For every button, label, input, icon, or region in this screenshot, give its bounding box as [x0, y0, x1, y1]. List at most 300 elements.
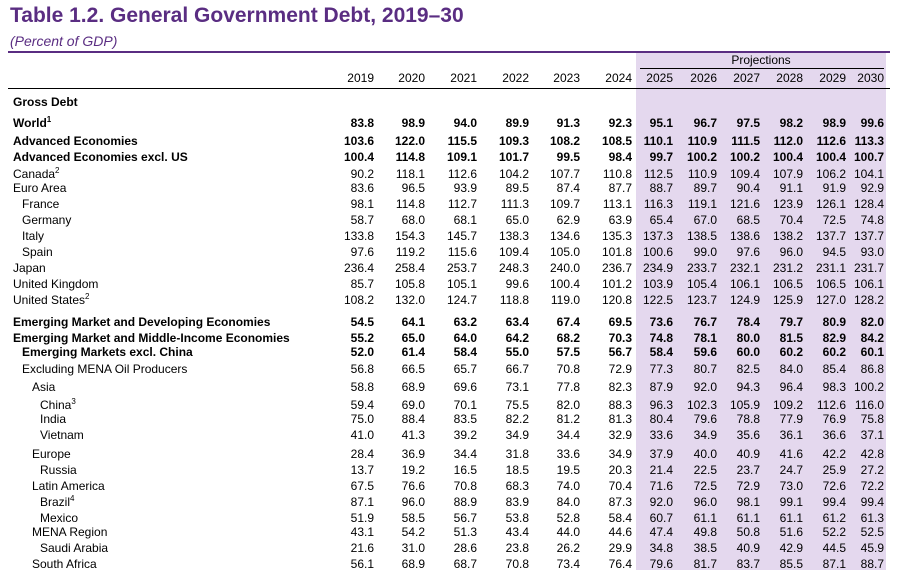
cell-2020: 118.1 [395, 167, 425, 181]
cell-2028: 98.2 [779, 116, 803, 130]
cell-2019: 98.1 [350, 197, 374, 211]
row-label-text: MENA Region [32, 525, 108, 539]
cell-2027: 83.7 [736, 557, 760, 571]
cell-2024: 113.1 [602, 197, 632, 211]
cell-2025: 88.7 [649, 181, 673, 195]
year-header-2026: 2026 [690, 71, 717, 85]
cell-2023: 119.0 [550, 293, 580, 307]
row-label [22, 212, 71, 228]
cell-2030: 45.9 [860, 541, 884, 555]
cell-2028: 125.9 [772, 293, 803, 307]
row-label [22, 228, 44, 244]
cell-2019: 103.6 [343, 134, 374, 148]
cell-2030: 86.8 [860, 362, 884, 376]
cell-2025: 74.8 [649, 331, 673, 345]
cell-2028: 79.7 [779, 315, 803, 329]
cell-2021: 63.2 [453, 315, 477, 329]
cell-2023: 52.8 [556, 511, 580, 525]
row-label [13, 180, 66, 196]
cell-2030: 75.8 [860, 412, 884, 426]
cell-2028: 24.7 [779, 463, 803, 477]
cell-2025: 60.7 [649, 511, 673, 525]
cell-2021: 88.9 [453, 495, 477, 509]
table-row-emerging-markets-excl-china [0, 344, 898, 360]
cell-2028: 60.2 [779, 345, 803, 359]
cell-2019: 108.2 [343, 293, 374, 307]
cell-2028: 51.6 [779, 525, 803, 539]
cell-2029: 106.2 [815, 167, 846, 181]
row-label [22, 344, 193, 360]
cell-2025: 87.9 [649, 380, 673, 394]
cell-2020: 258.4 [394, 261, 425, 275]
row-label-text: United Kingdom [13, 277, 99, 291]
table-row-united-states [0, 292, 898, 308]
cell-2020: 98.9 [401, 116, 425, 130]
cell-2019: 56.8 [350, 362, 374, 376]
year-header-2025: 2025 [646, 71, 673, 85]
cell-2025: 100.6 [642, 245, 673, 259]
year-header-2027: 2027 [733, 71, 760, 85]
table-row-vietnam [0, 427, 898, 443]
cell-2026: 67.0 [693, 213, 717, 227]
header-rule [8, 88, 890, 89]
cell-2025: 33.6 [649, 428, 673, 442]
cell-2019: 43.1 [350, 525, 374, 539]
cell-2027: 94.3 [736, 380, 760, 394]
cell-2029: 72.5 [822, 213, 846, 227]
row-label-text: World [13, 116, 47, 130]
row-label-text: Vietnam [40, 428, 84, 442]
row-label-text: South Africa [32, 557, 97, 571]
row-label-text: Excluding MENA Oil Producers [22, 362, 188, 376]
cell-2026: 22.5 [693, 463, 717, 477]
cell-2024: 87.7 [608, 181, 632, 195]
cell-2020: 88.4 [401, 412, 425, 426]
cell-2020: 36.9 [401, 447, 425, 461]
cell-2026: 59.6 [693, 345, 717, 359]
cell-2020: 68.9 [401, 557, 425, 571]
row-label-text: United States [13, 293, 86, 307]
cell-2020: 65.0 [401, 331, 425, 345]
cell-2029: 76.9 [822, 412, 846, 426]
cell-2027: 106.1 [729, 277, 760, 291]
cell-2026: 96.0 [693, 495, 717, 509]
cell-2030: 231.7 [853, 261, 884, 275]
cell-2030: 42.8 [860, 447, 884, 461]
table-row-brazil [0, 494, 898, 510]
cell-2027: 121.6 [729, 197, 760, 211]
cell-2020: 66.5 [401, 362, 425, 376]
cell-2019: 75.0 [350, 412, 374, 426]
cell-2030: 84.2 [860, 331, 884, 345]
row-label-text: Advanced Economies [13, 134, 138, 148]
table-row-italy [0, 228, 898, 244]
cell-2029: 106.5 [815, 277, 846, 291]
cell-2022: 73.1 [505, 380, 529, 394]
cell-2022: 31.8 [505, 447, 529, 461]
cell-2021: 70.8 [453, 479, 477, 493]
cell-2030: 137.7 [853, 229, 884, 243]
table-row-mena-region [0, 524, 898, 540]
cell-2021: 51.3 [453, 525, 477, 539]
cell-2021: 65.7 [453, 362, 477, 376]
cell-2023: 105.0 [549, 245, 580, 259]
cell-2023: 57.5 [556, 345, 580, 359]
cell-2020: 114.8 [395, 197, 425, 211]
cell-2021: 64.0 [453, 331, 477, 345]
cell-2022: 109.4 [498, 245, 529, 259]
cell-2021: 253.7 [446, 261, 477, 275]
cell-2020: 41.3 [401, 428, 425, 442]
row-label [22, 361, 187, 377]
cell-2019: 83.6 [350, 181, 374, 195]
cell-2021: 34.4 [453, 447, 477, 461]
row-label [32, 379, 55, 395]
cell-2025: 79.6 [649, 557, 673, 571]
cell-2023: 108.2 [549, 134, 580, 148]
cell-2023: 34.4 [556, 428, 580, 442]
cell-2021: 115.5 [447, 134, 477, 148]
cell-2028: 85.5 [779, 557, 803, 571]
table-row-spain [0, 244, 898, 260]
cell-2023: 100.4 [549, 277, 580, 291]
cell-2026: 100.2 [686, 150, 717, 164]
cell-2024: 88.3 [608, 398, 632, 412]
cell-2026: 138.5 [686, 229, 717, 243]
cell-2021: 105.1 [446, 277, 477, 291]
projections-rule [640, 68, 884, 69]
cell-2028: 109.2 [772, 398, 803, 412]
cell-2022: 68.3 [505, 479, 529, 493]
table-row-germany [0, 212, 898, 228]
cell-2030: 93.0 [860, 245, 884, 259]
row-label-text: Japan [13, 261, 46, 275]
cell-2023: 77.8 [556, 380, 580, 394]
cell-2026: 38.5 [693, 541, 717, 555]
cell-2021: 16.5 [453, 463, 477, 477]
cell-2026: 89.7 [693, 181, 717, 195]
cell-2023: 73.4 [556, 557, 580, 571]
row-label-text: Spain [22, 245, 53, 259]
cell-2023: 33.6 [556, 447, 580, 461]
table-row-emerging-market-and-developing-economies [0, 314, 898, 330]
row-label-text: Euro Area [13, 181, 67, 195]
cell-2029: 126.1 [815, 197, 846, 211]
table-row-russia [0, 462, 898, 478]
cell-2024: 101.2 [601, 277, 632, 291]
row-label [22, 196, 59, 212]
cell-2029: 91.9 [822, 181, 846, 195]
cell-2028: 81.5 [779, 331, 803, 345]
year-header-2019: 2019 [347, 71, 374, 85]
row-label-text: China [40, 398, 72, 412]
cell-2029: 36.6 [822, 428, 846, 442]
cell-2024: 58.4 [608, 511, 632, 525]
cell-2029: 100.4 [815, 150, 846, 164]
cell-2029: 85.4 [822, 362, 846, 376]
cell-2029: 112.6 [816, 134, 846, 148]
cell-2019: 13.7 [350, 463, 374, 477]
cell-2027: 232.1 [729, 261, 760, 275]
row-label-text: Asia [32, 380, 56, 394]
cell-2026: 61.1 [693, 511, 717, 525]
row-label [13, 260, 46, 276]
row-label-text: Canada [13, 167, 56, 181]
cell-2024: 110.8 [602, 167, 632, 181]
cell-2026: 105.4 [686, 277, 717, 291]
cell-2028: 61.1 [779, 511, 803, 525]
cell-2029: 87.1 [822, 557, 846, 571]
cell-2025: 34.8 [649, 541, 673, 555]
row-label [32, 478, 105, 494]
cell-2020: 96.0 [401, 495, 425, 509]
footnote-marker: 3 [71, 397, 76, 406]
row-label-text: India [40, 412, 67, 426]
row-label-text: Russia [40, 463, 77, 477]
cell-2030: 27.2 [860, 463, 884, 477]
cell-2027: 124.9 [729, 293, 760, 307]
cell-2027: 100.2 [729, 150, 760, 164]
cell-2024: 135.3 [601, 229, 632, 243]
row-label-text: Emerging Market and Developing Economies [13, 315, 271, 329]
row-label [40, 411, 66, 427]
cell-2030: 74.8 [860, 213, 884, 227]
cell-2021: 115.6 [447, 245, 477, 259]
cell-2022: 53.8 [505, 511, 529, 525]
cell-2022: 63.4 [505, 315, 529, 329]
table-row-advanced-economies-excl-us [0, 149, 898, 165]
cell-2024: 108.5 [601, 134, 632, 148]
cell-2022: 248.3 [498, 261, 529, 275]
cell-2025: 99.7 [649, 150, 673, 164]
cell-2026: 81.7 [693, 557, 717, 571]
year-header-2030: 2030 [857, 71, 884, 85]
cell-2029: 112.6 [816, 398, 846, 412]
cell-2021: 68.7 [453, 557, 477, 571]
cell-2021: 124.7 [446, 293, 477, 307]
cell-2030: 100.7 [853, 150, 884, 164]
cell-2030: 52.5 [860, 525, 884, 539]
cell-2030: 92.9 [860, 181, 884, 195]
cell-2025: 116.3 [643, 197, 673, 211]
cell-2024: 87.3 [608, 495, 632, 509]
cell-2022: 104.2 [498, 167, 529, 181]
row-label-text: Emerging Markets excl. China [22, 345, 193, 359]
cell-2019: 54.5 [350, 315, 374, 329]
cell-2028: 70.4 [779, 213, 803, 227]
cell-2020: 68.9 [401, 380, 425, 394]
cell-2026: 79.6 [693, 412, 717, 426]
year-header-2022: 2022 [502, 71, 529, 85]
cell-2026: 49.8 [693, 525, 717, 539]
cell-2025: 112.5 [643, 167, 673, 181]
cell-2026: 110.9 [687, 167, 717, 181]
table-row-india [0, 411, 898, 427]
cell-2021: 39.2 [453, 428, 477, 442]
cell-2025: 122.5 [642, 293, 673, 307]
cell-2027: 78.4 [736, 315, 760, 329]
cell-2027: 60.0 [736, 345, 760, 359]
cell-2019: 87.1 [350, 495, 374, 509]
cell-2021: 56.7 [453, 511, 477, 525]
cell-2024: 92.3 [608, 116, 632, 130]
cell-2025: 234.9 [642, 261, 673, 275]
cell-2025: 110.1 [643, 134, 673, 148]
cell-2027: 111.5 [731, 134, 760, 148]
cell-2021: 70.1 [453, 398, 477, 412]
cell-2023: 74.0 [556, 479, 580, 493]
cell-2019: 59.4 [350, 398, 374, 412]
cell-2019: 21.6 [350, 541, 374, 555]
cell-2030: 113.3 [854, 134, 884, 148]
cell-2030: 37.1 [860, 428, 884, 442]
cell-2029: 127.0 [815, 293, 846, 307]
table-row-japan [0, 260, 898, 276]
cell-2027: 78.8 [736, 412, 760, 426]
row-label [13, 314, 270, 330]
cell-2026: 123.7 [686, 293, 717, 307]
table-row-asia [0, 379, 898, 395]
cell-2023: 82.0 [556, 398, 580, 412]
cell-2027: 105.9 [729, 398, 760, 412]
cell-2023: 67.4 [556, 315, 580, 329]
cell-2020: 114.8 [395, 150, 425, 164]
cell-2019: 133.8 [343, 229, 374, 243]
cell-2025: 71.6 [649, 479, 673, 493]
cell-2019: 85.7 [350, 277, 374, 291]
cell-2028: 112.0 [773, 134, 803, 148]
cell-2019: 58.8 [350, 380, 374, 394]
cell-2019: 58.7 [350, 213, 374, 227]
cell-2019: 55.2 [350, 331, 374, 345]
cell-2019: 51.9 [350, 511, 374, 525]
cell-2023: 19.5 [556, 463, 580, 477]
cell-2026: 110.9 [687, 134, 717, 148]
row-label [13, 115, 51, 131]
row-label [13, 292, 90, 308]
cell-2025: 92.0 [649, 495, 673, 509]
footnote-marker: 4 [70, 494, 75, 503]
cell-2030: 116.0 [854, 398, 884, 412]
cell-2019: 28.4 [350, 447, 374, 461]
row-label [13, 149, 188, 165]
cell-2022: 111.3 [500, 197, 529, 211]
row-label [40, 462, 77, 478]
row-label-text: Italy [22, 229, 45, 243]
cell-2020: 76.6 [401, 479, 425, 493]
cell-2027: 68.5 [736, 213, 760, 227]
cell-2025: 103.9 [642, 277, 673, 291]
cell-2022: 89.5 [505, 181, 529, 195]
cell-2020: 68.0 [401, 213, 425, 227]
cell-2024: 81.3 [608, 412, 632, 426]
cell-2026: 102.3 [686, 398, 717, 412]
cell-2028: 77.9 [779, 412, 803, 426]
cell-2021: 58.4 [453, 345, 477, 359]
cell-2024: 76.4 [608, 557, 632, 571]
cell-2023: 99.5 [556, 150, 580, 164]
cell-2023: 81.2 [556, 412, 580, 426]
row-label [13, 133, 138, 149]
row-label-text: Saudi Arabia [40, 541, 109, 555]
row-label-text: Advanced Economies excl. US [13, 150, 188, 164]
cell-2030: 104.1 [853, 167, 884, 181]
cell-2022: 18.5 [505, 463, 529, 477]
cell-2029: 99.4 [822, 495, 846, 509]
cell-2023: 68.2 [556, 331, 580, 345]
cell-2024: 32.9 [608, 428, 632, 442]
cell-2023: 70.8 [556, 362, 580, 376]
cell-2022: 82.2 [505, 412, 529, 426]
cell-2027: 97.5 [736, 116, 760, 130]
year-header-2020: 2020 [398, 71, 425, 85]
cell-2029: 25.9 [822, 463, 846, 477]
cell-2029: 98.9 [822, 116, 846, 130]
cell-2028: 96.4 [779, 380, 803, 394]
cell-2020: 105.8 [394, 277, 425, 291]
cell-2027: 72.9 [736, 479, 760, 493]
row-label [32, 446, 71, 462]
cell-2020: 31.0 [401, 541, 425, 555]
cell-2022: 64.2 [505, 331, 529, 345]
table-row-europe [0, 446, 898, 462]
cell-2020: 132.0 [394, 293, 425, 307]
cell-2019: 236.4 [343, 261, 374, 275]
footnote-marker: 2 [85, 292, 90, 301]
row-label-text: Germany [22, 213, 72, 227]
cell-2023: 87.4 [556, 181, 580, 195]
cell-2028: 231.2 [772, 261, 803, 275]
cell-2029: 94.5 [822, 245, 846, 259]
cell-2024: 69.5 [608, 315, 632, 329]
cell-2025: 80.4 [649, 412, 673, 426]
year-header-2029: 2029 [819, 71, 846, 85]
cell-2028: 106.5 [772, 277, 803, 291]
cell-2030: 99.4 [860, 495, 884, 509]
cell-2028: 138.2 [772, 229, 803, 243]
cell-2024: 101.8 [601, 245, 632, 259]
cell-2024: 20.3 [608, 463, 632, 477]
cell-2022: 66.7 [505, 362, 529, 376]
cell-2028: 91.1 [779, 181, 803, 195]
cell-2024: 70.4 [608, 479, 632, 493]
cell-2019: 97.6 [350, 245, 374, 259]
cell-2024: 56.7 [608, 345, 632, 359]
cell-2021: 93.9 [453, 181, 477, 195]
cell-2019: 100.4 [343, 150, 374, 164]
cell-2020: 64.1 [401, 315, 425, 329]
cell-2023: 107.7 [549, 167, 580, 181]
cell-2026: 119.1 [687, 197, 717, 211]
table-row-latin-america [0, 478, 898, 494]
cell-2022: 23.8 [505, 541, 529, 555]
cell-2027: 40.9 [736, 447, 760, 461]
cell-2029: 72.6 [822, 479, 846, 493]
cell-2022: 83.9 [505, 495, 529, 509]
footnote-marker: 2 [55, 166, 60, 175]
cell-2029: 61.2 [822, 511, 846, 525]
cell-2025: 77.3 [649, 362, 673, 376]
cell-2023: 84.0 [556, 495, 580, 509]
cell-2024: 98.4 [608, 150, 632, 164]
cell-2028: 42.9 [779, 541, 803, 555]
cell-2029: 60.2 [822, 345, 846, 359]
cell-2020: 54.2 [401, 525, 425, 539]
cell-2027: 90.4 [736, 181, 760, 195]
cell-2029: 231.1 [815, 261, 846, 275]
cell-2029: 44.5 [822, 541, 846, 555]
cell-2026: 80.7 [693, 362, 717, 376]
